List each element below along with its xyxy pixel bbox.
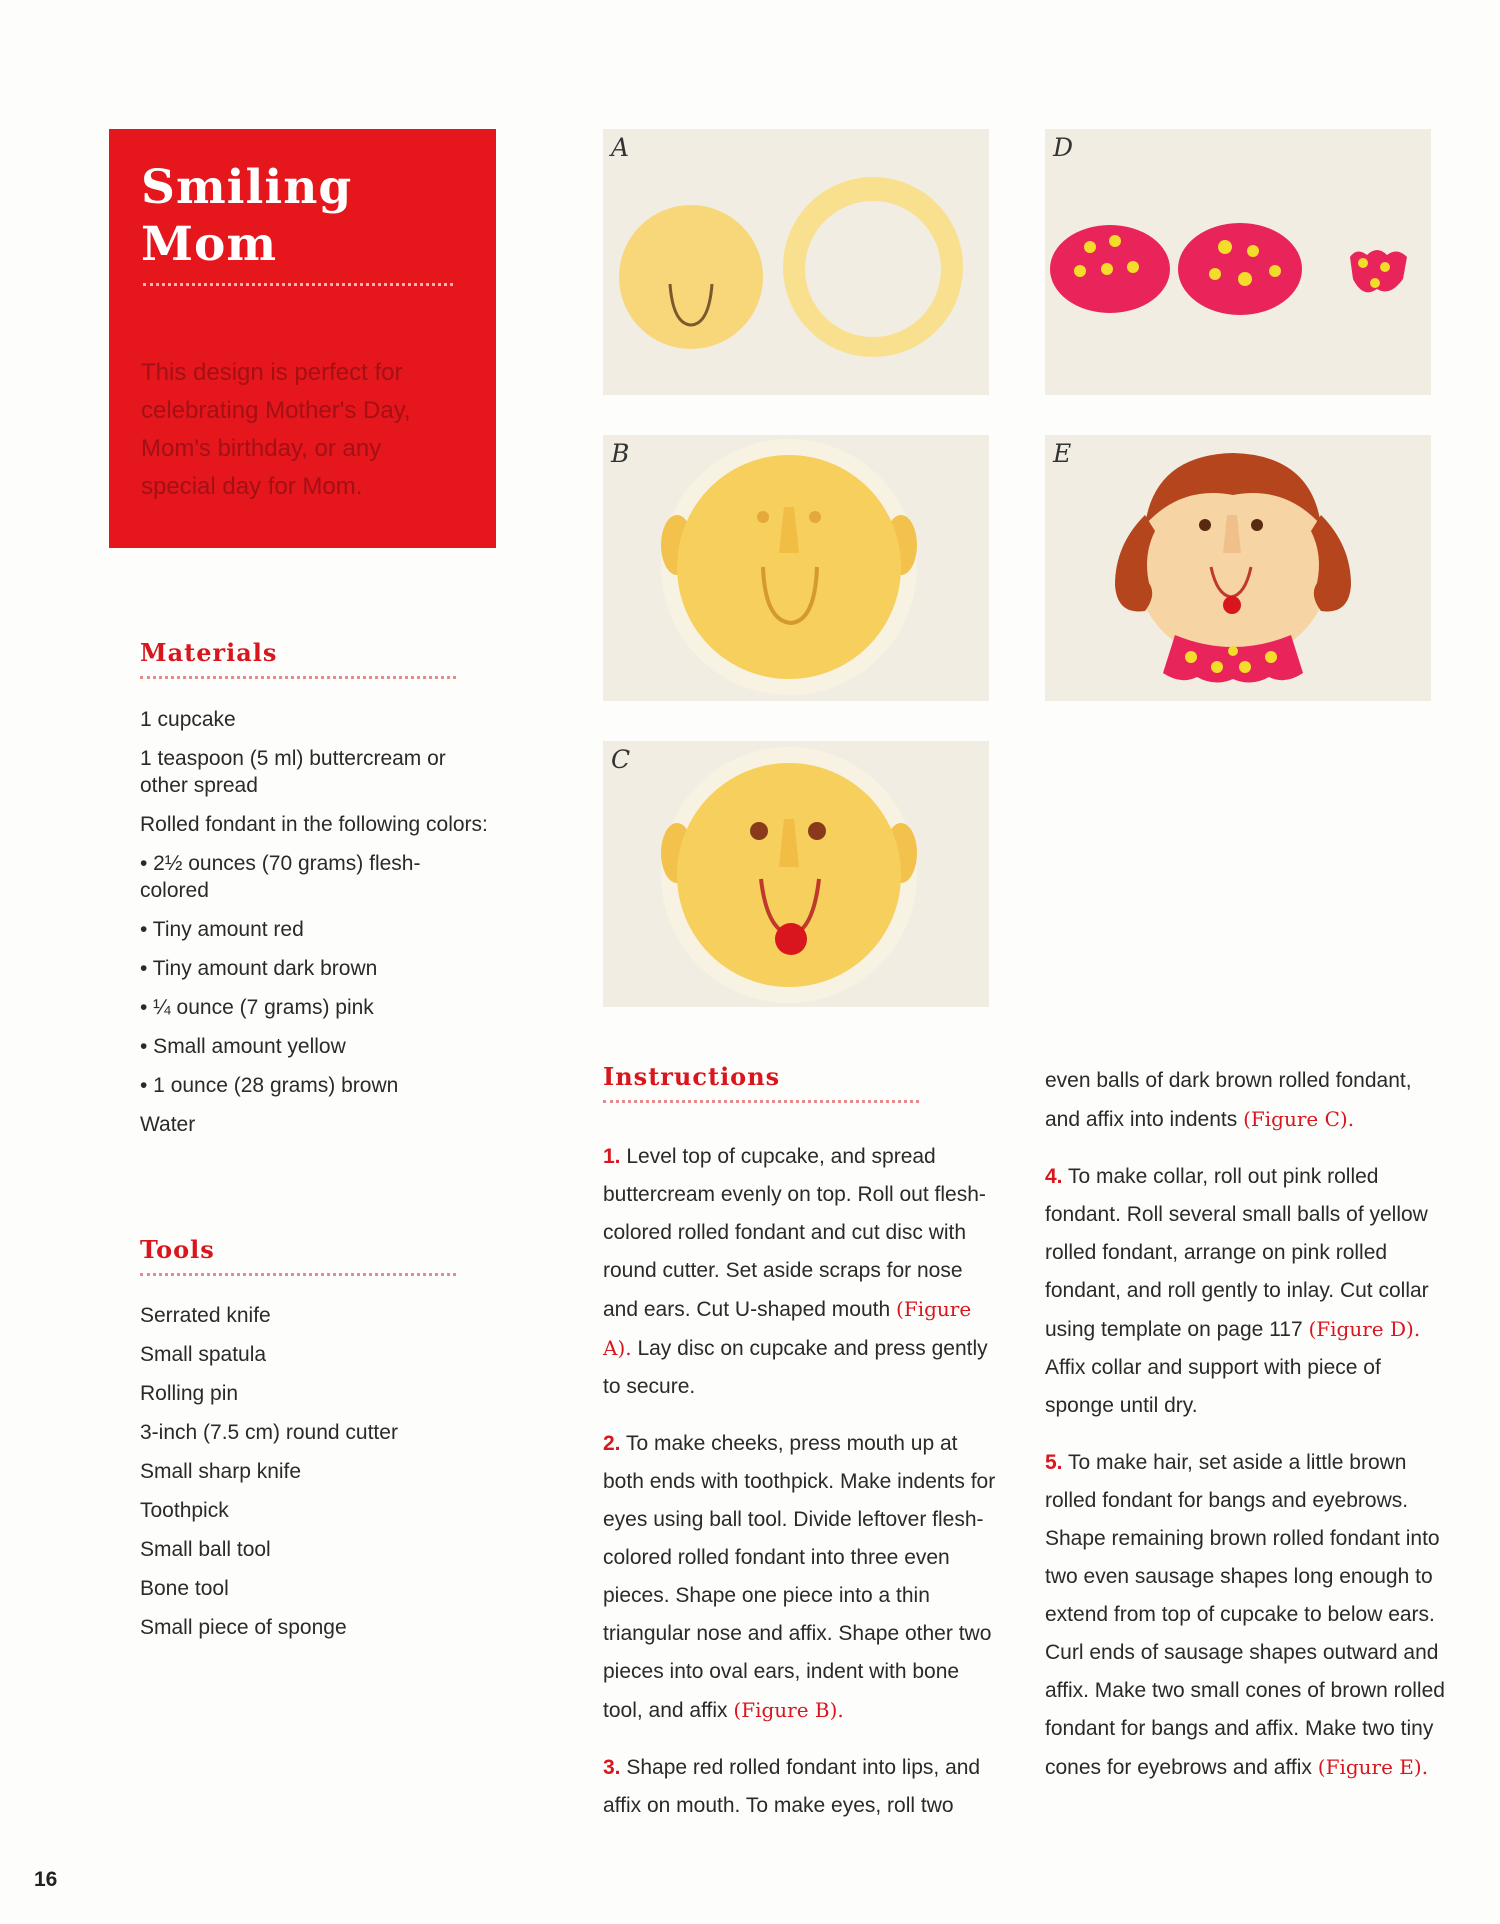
figure-c-illustration (603, 741, 989, 1007)
instructions-column-1 (603, 1138, 1003, 1844)
title-divider (143, 283, 453, 286)
instructions-column-2 (1045, 1062, 1445, 1806)
step-3-continued (1045, 1062, 1445, 1139)
list-item: Water (140, 1113, 196, 1136)
step-text: To make collar, roll out pink rolled fondant. Roll several small balls of yellow rolled fondant, arrange on pink rolled fondant, and roll gently to inlay. Cut collar using template on page 117 (1045, 1165, 1429, 1341)
figure-label: B (611, 439, 630, 468)
figure-reference: (Figure E). (1317, 1755, 1429, 1779)
list-item: 1 cupcake (140, 708, 236, 731)
step-text: Affix collar and support with piece of sponge until dry. (1045, 1356, 1381, 1417)
list-item: Bone tool (140, 1577, 229, 1600)
step-4 (1045, 1158, 1445, 1425)
figure-label: D (1053, 133, 1074, 162)
step-1 (603, 1138, 1003, 1406)
figure-b-illustration (603, 435, 989, 701)
list-item: Small ball tool (140, 1538, 271, 1561)
figure-d-illustration (1045, 129, 1431, 395)
step-2 (603, 1425, 1003, 1730)
figure-d-photo (1045, 129, 1431, 395)
list-item: • 1 ounce (28 grams) brown (140, 1074, 399, 1097)
list-item: 1 teaspoon (5 ml) buttercream or other spread (140, 747, 446, 797)
step-text: To make cheeks, press mouth up at both ends with toothpick. Make indents for eyes using ball tool. Divide leftover flesh-colored rolled fondant into three even pieces. Shape one piece into a thin triangular nose and affix. Shape other two pieces into oval ears, indent with bone tool, and affix (603, 1432, 996, 1722)
title-block (109, 129, 496, 548)
figure-e-photo (1045, 435, 1431, 701)
figure-a-illustration (603, 129, 989, 395)
list-item: Serrated knife (140, 1304, 271, 1327)
figure-label: A (611, 133, 630, 162)
step-number: 4. (1045, 1165, 1063, 1188)
tools-divider (140, 1273, 456, 1276)
intro-text: This design is perfect for celebrating Mother's Day, Mom's birthday, or any special day for Mom. (141, 359, 411, 500)
figure-a-photo (603, 129, 989, 395)
step-text: Level top of cupcake, and spread buttercream evenly on top. Roll out flesh-colored rolled fondant and cut disc with round cutter. Set aside scraps for nose and ears. Cut U-shaped mouth (603, 1145, 986, 1321)
instructions-divider (603, 1100, 919, 1103)
instructions-heading: Instructions (603, 1062, 781, 1091)
figure-reference: (Figure D). (1308, 1317, 1421, 1341)
figure-e-illustration (1045, 435, 1431, 701)
step-text: Shape red rolled fondant into lips, and affix on mouth. To make eyes, roll two (603, 1756, 981, 1817)
step-3 (603, 1749, 1003, 1825)
list-item: Toothpick (140, 1499, 229, 1522)
step-number: 5. (1045, 1451, 1063, 1474)
materials-heading: Materials (140, 638, 278, 667)
figure-reference: (Figure C). (1243, 1107, 1355, 1131)
list-item: Rolled fondant in the following colors: (140, 813, 488, 836)
figure-label: E (1053, 439, 1072, 468)
list-item: • 2½ ounces (70 grams) flesh-colored (140, 852, 421, 902)
list-item: • Small amount yellow (140, 1035, 346, 1058)
list-item: Rolling pin (140, 1382, 239, 1405)
figure-label: C (611, 745, 631, 774)
list-item: Small sharp knife (140, 1460, 302, 1483)
list-item: Small piece of sponge (140, 1616, 347, 1639)
step-number: 3. (603, 1756, 621, 1779)
list-item: • ¼ ounce (7 grams) pink (140, 996, 374, 1019)
figure-c-photo (603, 741, 989, 1007)
tools-heading: Tools (140, 1235, 215, 1264)
materials-list (140, 706, 500, 1150)
step-text: Lay disc on cupcake and press gently to secure. (603, 1337, 988, 1398)
step-text: To make hair, set aside a little brown rolled fondant for bangs and eyebrows. Shape remaining brown rolled fondant into two even sausage shapes long enough to extend from top of cupcake to below ears. Curl ends of sausage shapes outward and affix. Make two small cones of brown rolled fondant for bangs and affix. Make two tiny cones for eyebrows and affix (1045, 1451, 1445, 1779)
list-item: 3-inch (7.5 cm) round cutter (140, 1421, 398, 1444)
step-text: even balls of dark brown rolled fondant, and affix into indents (1045, 1069, 1412, 1131)
step-5 (1045, 1444, 1445, 1787)
step-number: 1. (603, 1145, 621, 1168)
list-item: Small spatula (140, 1343, 267, 1366)
step-number: 2. (603, 1432, 621, 1455)
list-item: • Tiny amount dark brown (140, 957, 378, 980)
materials-divider (140, 676, 456, 679)
page-number: 16 (34, 1868, 58, 1891)
figure-reference: (Figure B). (733, 1698, 844, 1722)
page-title: Smiling Mom (141, 160, 353, 272)
tools-list (140, 1302, 500, 1653)
figure-reference: (Figure A). (603, 1297, 972, 1360)
figure-b-photo (603, 435, 989, 701)
list-item: • Tiny amount red (140, 918, 304, 941)
